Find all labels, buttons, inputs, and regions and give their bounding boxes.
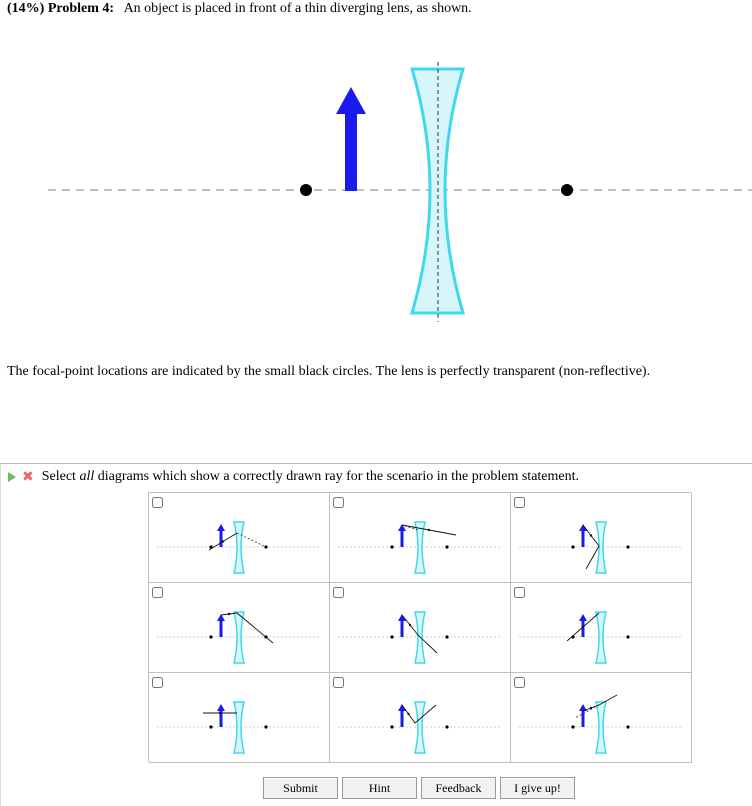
ray-diagram-7 (149, 673, 330, 763)
focal-point-description: The focal-point locations are indicated by the small black circles. The lens is perfectly transparent (non-reflective). (7, 364, 651, 379)
mini-focal-point-right (626, 635, 629, 638)
mini-focal-point-right (445, 725, 448, 728)
choice-cell-3[interactable] (511, 493, 692, 583)
ray-diagram-2 (330, 493, 511, 583)
incorrect-icon: ✖ (22, 469, 34, 485)
ray-diagram-6 (511, 583, 692, 673)
choice-cell-1[interactable] (149, 493, 330, 583)
mini-object-arrow-head (217, 704, 225, 711)
mini-object-arrow (220, 620, 223, 637)
choice-grid (148, 492, 691, 762)
mini-focal-point-left (209, 635, 212, 638)
mini-focal-point-right (626, 725, 629, 728)
mini-ray-marker (219, 712, 221, 714)
focal-point-right (561, 184, 573, 196)
focal-point-left (300, 184, 312, 196)
object-arrow (336, 87, 366, 191)
choice-cell-2[interactable] (330, 493, 511, 583)
mini-ray (221, 613, 273, 643)
ray-diagram-9 (511, 673, 692, 763)
choice-cell-9[interactable] (511, 673, 692, 763)
mini-object-arrow (401, 530, 404, 547)
mini-ray-marker (409, 624, 411, 626)
choice-cell-7[interactable] (149, 673, 330, 763)
problem-header (7, 1, 472, 17)
mini-object-arrow-head (217, 524, 225, 531)
mini-focal-point-right (264, 725, 267, 728)
section-divider (0, 463, 752, 464)
mini-virtual-ray (575, 705, 599, 718)
mini-object-arrow (220, 530, 223, 547)
mini-focal-point-left (390, 725, 393, 728)
problem-statement: An object is placed in front of a thin diverging lens, as shown. (123, 1, 472, 16)
mini-object-arrow (582, 530, 585, 547)
mini-focal-point-right (445, 635, 448, 638)
choice-cell-4[interactable] (149, 583, 330, 673)
ray-diagram-3 (511, 493, 692, 583)
mini-ray-marker (428, 529, 430, 531)
hint-button[interactable]: Hint (342, 777, 417, 799)
choice-cell-6[interactable] (511, 583, 692, 673)
mini-ray-marker (590, 534, 592, 536)
question-instruction (8, 469, 579, 485)
give-up-button[interactable]: I give up! (500, 777, 575, 799)
choice-cell-5[interactable] (330, 583, 511, 673)
mini-focal-point-right (445, 545, 448, 548)
instruction-emphasis: all (79, 469, 95, 484)
mini-focal-point-left (390, 635, 393, 638)
mini-focal-point-right (626, 545, 629, 548)
section-left-border (0, 464, 1, 806)
mini-object-arrow-head (579, 614, 587, 621)
feedback-button[interactable]: Feedback (421, 777, 496, 799)
ray-diagram-1 (149, 493, 330, 583)
instruction-text (42, 469, 579, 485)
mini-object-arrow (401, 620, 404, 637)
instruction-before: Select (41, 469, 80, 484)
ray-diagram-5 (330, 583, 511, 673)
mini-focal-point-left (571, 725, 574, 728)
play-icon[interactable] (8, 472, 16, 482)
lens-diagram (0, 40, 752, 340)
mini-object-arrow (582, 710, 585, 727)
ray-diagram-4 (149, 583, 330, 673)
choice-cell-8[interactable] (330, 673, 511, 763)
mini-ray-marker (222, 540, 224, 542)
ray-diagram-8 (330, 673, 511, 763)
mini-focal-point-left (571, 545, 574, 548)
mini-focal-point-left (209, 725, 212, 728)
mini-ray-marker (582, 626, 584, 628)
problem-percent: (14%) (7, 1, 45, 16)
mini-ray-marker (228, 613, 230, 615)
mini-object-arrow (401, 710, 404, 727)
submit-button[interactable]: Submit (263, 777, 338, 799)
mini-focal-point-left (390, 545, 393, 548)
mini-ray-marker (407, 713, 409, 715)
problem-number: Problem 4: (47, 1, 115, 16)
mini-ray-marker (590, 707, 592, 709)
instruction-after: diagrams which show a correctly drawn ray for the scenario in the problem statement. (94, 469, 580, 484)
